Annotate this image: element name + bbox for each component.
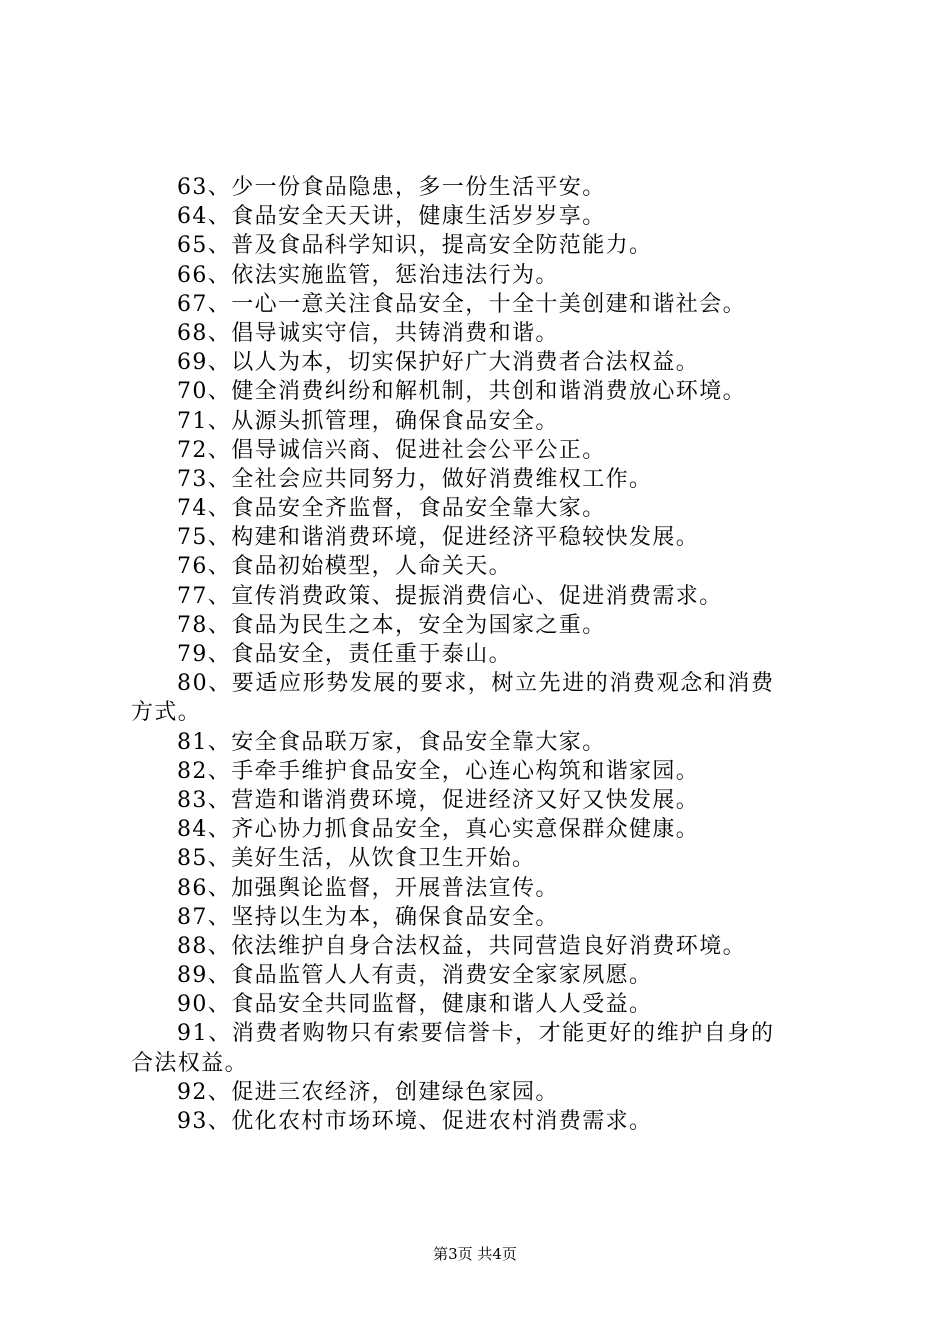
page-footer xyxy=(0,1244,950,1264)
slogan-line-wrapped-start: 80、要适应形势发展的要求，树立先进的消费观念和消费 xyxy=(177,671,775,697)
slogan-line: 65、普及食品科学知识，提高安全防范能力。 xyxy=(177,233,653,259)
slogan-line: 73、全社会应共同努力，做好消费维权工作。 xyxy=(177,466,653,492)
slogan-line: 84、齐心协力抓食品安全，真心实意保群众健康。 xyxy=(177,817,700,843)
slogan-line: 72、倡导诚信兴商、促进社会公平公正。 xyxy=(177,437,606,463)
slogan-line: 85、美好生活，从饮食卫生开始。 xyxy=(177,846,536,872)
page-number-label: 第3页 共4页 xyxy=(433,1245,517,1263)
slogan-line: 69、以人为本，切实保护好广大消费者合法权益。 xyxy=(177,350,700,376)
slogan-line: 64、食品安全天天讲，健康生活岁岁享。 xyxy=(177,204,606,230)
slogan-line: 83、营造和谐消费环境，促进经济又好又快发展。 xyxy=(177,787,700,813)
slogan-line: 93、优化农村市场环境、促进农村消费需求。 xyxy=(177,1109,653,1134)
slogan-line: 90、食品安全共同监督，健康和谐人人受益。 xyxy=(177,992,653,1018)
slogan-line: 92、促进三农经济，创建绿色家园。 xyxy=(177,1079,559,1105)
slogan-line: 67、一心一意关注食品安全，十全十美创建和谐社会。 xyxy=(177,291,746,317)
slogan-line: 77、宣传消费政策、提振消费信心、促进消费需求。 xyxy=(177,583,723,609)
slogan-line: 63、少一份食品隐患，多一份生活平安。 xyxy=(177,175,606,200)
slogan-line: 78、食品为民生之本，安全为国家之重。 xyxy=(177,612,606,638)
slogan-line: 70、健全消费纠纷和解机制，共创和谐消费放心环境。 xyxy=(177,379,746,405)
slogan-line-wrapped-start: 91、消费者购物只有索要信誉卡，才能更好的维护自身的 xyxy=(177,1021,775,1047)
slogan-line: 86、加强舆论监督，开展普法宣传。 xyxy=(177,875,559,901)
slogan-line-wrapped-end: 合法权益。 xyxy=(131,1050,249,1076)
document-body xyxy=(131,173,831,1136)
slogan-line: 75、构建和谐消费环境，促进经济平稳较快发展。 xyxy=(177,525,700,551)
slogan-line: 74、食品安全齐监督，食品安全靠大家。 xyxy=(177,496,606,522)
slogan-line: 82、手牵手维护食品安全，心连心构筑和谐家园。 xyxy=(177,758,700,784)
slogan-line: 88、依法维护自身合法权益，共同营造良好消费环境。 xyxy=(177,933,746,959)
slogan-line: 68、倡导诚实守信，共铸消费和谐。 xyxy=(177,320,559,346)
slogan-line: 66、依法实施监管，惩治违法行为。 xyxy=(177,262,559,288)
slogan-line: 81、安全食品联万家，食品安全靠大家。 xyxy=(177,729,606,755)
slogan-line: 71、从源头抓管理，确保食品安全。 xyxy=(177,408,559,434)
slogan-line: 87、坚持以生为本，确保食品安全。 xyxy=(177,904,559,930)
slogan-line: 79、食品安全，责任重于泰山。 xyxy=(177,642,512,667)
slogan-line: 76、食品初始模型，人命关天。 xyxy=(177,554,512,580)
slogan-line: 89、食品监管人人有责，消费安全家家夙愿。 xyxy=(177,963,653,989)
slogan-line-wrapped-end: 方式。 xyxy=(131,700,202,726)
